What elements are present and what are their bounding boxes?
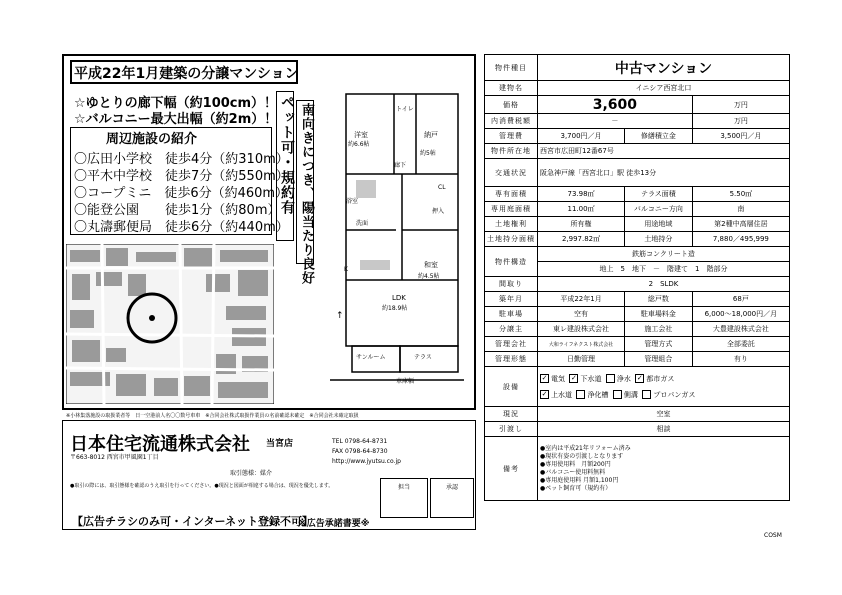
area-map: [66, 244, 274, 404]
spec-structure: 鉄筋コンクリート造: [538, 247, 790, 262]
plan-parking: 車庫幅: [396, 378, 415, 385]
plan-closet: CL: [438, 184, 446, 191]
spec-name: イニシア西宮北口: [538, 81, 790, 96]
spec-area: 73.98㎡: [538, 187, 625, 202]
spec-builder-label: 施工会社: [625, 322, 693, 337]
facility-4: 〇能登公園 徒歩1分（約80m）: [74, 203, 281, 218]
facilities-title: 周辺施設の紹介: [106, 132, 198, 147]
note-5: ●専用庭使用料 月額1,100円: [540, 476, 619, 484]
spec-mgmt-co: 大和ライフネクスト株式会社: [538, 337, 625, 352]
spec-mgmt-form-label: 管理形態: [485, 352, 538, 367]
spec-built: 平成22年1月: [538, 292, 625, 307]
spec-mgmt-form: 日勤管理: [538, 352, 625, 367]
spec-ratio-label: 土地持分面積: [485, 232, 538, 247]
ad-note-2: ※広告承諾書要※: [298, 519, 370, 529]
feature-2: ☆バルコニー最大出幅（約2m）！: [74, 112, 278, 127]
plan-wash: 洗面: [356, 220, 369, 227]
company-address: 〒663-8012 西宮市甲風園1丁目: [70, 454, 159, 461]
spec-layout: 2 SLDK: [538, 277, 790, 292]
checkbox-icon: [613, 390, 622, 399]
spec-units-label: 総戸数: [625, 292, 693, 307]
plan-room3: 和室: [424, 261, 438, 269]
spec-name-label: 建物名: [485, 81, 538, 96]
spec-mgmt-co-label: 管理会社: [485, 337, 538, 352]
plan-room1-size: 約6.6帖: [348, 141, 370, 148]
spec-ratio-share-label: 土地持分: [625, 232, 693, 247]
company-fax: FAX 0798-64-8730: [332, 448, 388, 455]
spec-builder: 大豊建設株式会社: [692, 322, 789, 337]
plan-toilet: トイレ: [396, 106, 414, 113]
spec-mgmt-type-label: 管理方式: [625, 337, 693, 352]
spec-tax-unit: 万円: [692, 114, 789, 129]
spec-mgmt-label: 管理費: [485, 129, 538, 144]
footer-note: ※小林集落施設の取扱業者等 日一空港前人名〇〇数号車車 ※合同会社株式取扱作業員の名前確認未確定 ※合同会社未確定取扱: [66, 413, 359, 419]
spec-parking: 空有: [538, 307, 625, 322]
equip-electric: ✓ 電気: [541, 374, 565, 383]
spec-association-label: 管理組合: [625, 352, 693, 367]
checkbox-icon: [576, 390, 585, 399]
spec-tax: －: [538, 114, 693, 129]
spec-parking-fee: 6,000～18,000円／月: [692, 307, 789, 322]
checkbox-checked-icon: ✓: [541, 374, 548, 382]
facility-2: 〇平木中学校 徒歩7分（約550m）: [74, 169, 289, 184]
spec-zoning-label: 用途地域: [625, 217, 693, 232]
plan-storage: 押入: [432, 208, 445, 215]
spec-location: 西宮市広田町12番67号: [538, 144, 790, 159]
spec-transit-label: 交通状況: [485, 159, 538, 187]
note-4: ●バルコニー使用料無料: [540, 468, 606, 476]
spec-land-label: 土地権利: [485, 217, 538, 232]
plan-room2: 納戸: [424, 131, 438, 139]
company-url: http://www.jyutsu.co.jp: [332, 458, 401, 465]
note-3: ●専用使用料 月額200円: [540, 460, 611, 468]
spec-layout-label: 間取り: [485, 277, 538, 292]
spec-facilities: [538, 367, 790, 407]
plan-sunroom: サンルーム: [356, 354, 386, 361]
company-license: 取引態様：媒介: [230, 470, 273, 477]
equip-purify: 浄水: [606, 375, 631, 383]
spec-zoning: 第2種中高層住居: [692, 217, 789, 232]
spec-association: 有り: [692, 352, 789, 367]
spec-mgmt: 3,700円／月: [538, 129, 625, 144]
spec-mgmt-type: 全部委託: [692, 337, 789, 352]
spec-built-label: 築年月: [485, 292, 538, 307]
feature-1: ☆ゆとりの廊下幅（約100cm）！: [74, 96, 278, 111]
checkbox-checked-icon: ✓: [571, 374, 577, 382]
plan-room1: 洋室: [354, 131, 368, 139]
spec-price: 3,600: [538, 96, 693, 114]
spec-status-label: 現況: [485, 407, 538, 422]
spec-status: 空室: [538, 407, 790, 422]
equip-gas: ✓ 都市ガス: [636, 374, 675, 383]
note-1: ●室内は平成21年リフォーム済み: [540, 444, 631, 452]
spec-handover: 相談: [538, 422, 790, 437]
spec-ratio-area: 2,997.82㎡: [538, 232, 625, 247]
spec-parking-fee-label: 駐車場料金: [625, 307, 693, 322]
plan-terrace: テラス: [414, 354, 432, 361]
spec-handover-label: 引渡し: [485, 422, 538, 437]
facility-3: 〇コープミニ 徒歩6分（約460m）: [74, 186, 289, 201]
floor-plan: [316, 80, 468, 396]
disclaimer: ●取引の際には、取引態様を確認のうえ取引を行ってください。●現況と図面が相違する場合は、現況を優先します。: [70, 483, 334, 489]
plan-room3-size: 約4.5帖: [418, 273, 440, 280]
spec-seller: 東レ建設株式会社: [538, 322, 625, 337]
equip-sewer: ✓ 下水道: [571, 374, 602, 383]
spec-floors: 地上 5 地下 － 階建て 1 階部分: [538, 262, 790, 277]
spec-location-label: 物件所在地: [485, 144, 538, 159]
spec-land: 所有権: [538, 217, 625, 232]
spec-facilities-label: 設備: [485, 367, 538, 407]
equip-gutter: 側溝: [613, 391, 638, 399]
facility-1: 〇広田小学校 徒歩4分（約310m）: [74, 152, 289, 167]
spec-price-unit: 万円: [692, 96, 789, 114]
spec-notes-label: 備考: [485, 437, 538, 501]
plan-ldk: LDK: [392, 294, 406, 302]
spec-balcony-label: 専用庭面積: [485, 202, 538, 217]
spec-type-label: 物件種目: [485, 55, 538, 81]
equip-propane: プロパンガス: [642, 391, 695, 399]
note-2: ●現状有姿の引渡しとなります: [540, 452, 624, 460]
spec-transit: 阪急神戸線「西宮北口」駅 徒歩13分: [538, 159, 790, 187]
company-branch: 当宮店: [266, 439, 294, 449]
spec-footer: COSM: [764, 532, 782, 539]
property-spec-table: [484, 54, 790, 501]
checkbox-checked-icon: ✓: [541, 390, 548, 398]
spec-repair: 3,500円／月: [692, 129, 789, 144]
person-label: 担当: [398, 484, 411, 491]
plan-room2-size: 約5帖: [420, 150, 436, 157]
note-6: ●ペット飼育可（規約有）: [540, 484, 612, 492]
ad-note: 【広告チラシのみ可・インターネット登録不可】: [72, 515, 314, 528]
headline: 平成22年1月建築の分譲マンション: [74, 66, 299, 82]
spec-balcony-dir: 南: [692, 202, 789, 217]
spec-terrace: 5.50㎡: [692, 187, 789, 202]
spec-price-label: 価格: [485, 96, 538, 114]
spec-ratio-share: 7,880／495,999: [692, 232, 789, 247]
spec-parking-label: 駐車場: [485, 307, 538, 322]
checkbox-checked-icon: ✓: [636, 374, 643, 382]
stamp-label: 承認: [446, 484, 459, 491]
spec-seller-label: 分譲主: [485, 322, 538, 337]
spec-repair-label: 修繕積立金: [625, 129, 693, 144]
plan-ldk-size: 約18.9帖: [382, 305, 408, 312]
svg-text:↑: ↑: [336, 311, 344, 321]
plan-kitchen: K: [344, 266, 348, 273]
checkbox-icon: [642, 390, 651, 399]
spec-tax-label: 内消費税額: [485, 114, 538, 129]
company-tel: TEL 0798-64-8731: [332, 438, 388, 445]
spec-units: 68戸: [692, 292, 789, 307]
checkbox-icon: [606, 374, 615, 383]
equip-septic: 浄化槽: [576, 391, 608, 399]
spec-terrace-label: テラス面積: [625, 187, 693, 202]
spec-area-label: 専有面積: [485, 187, 538, 202]
sunny-note: 南向きにつき、陽当たり良好: [299, 103, 314, 285]
company-name: 日本住宅流通株式会社: [70, 434, 250, 455]
spec-balcony: 11.00㎡: [538, 202, 625, 217]
spec-balcony-dir-label: バルコニー方向: [625, 202, 693, 217]
spec-notes: [538, 437, 790, 501]
plan-bath: 浴室: [346, 198, 359, 205]
spec-structure-label: 物件構造: [485, 247, 538, 277]
plan-hall: 廊下: [394, 162, 407, 169]
spec-type: 中古マンション: [538, 55, 790, 81]
pet-note: ペット可・規約有: [279, 95, 295, 215]
facility-5: 〇丸濤郵便局 徒歩6分（約440m）: [74, 220, 289, 235]
equip-water: ✓ 上水道: [541, 390, 572, 399]
